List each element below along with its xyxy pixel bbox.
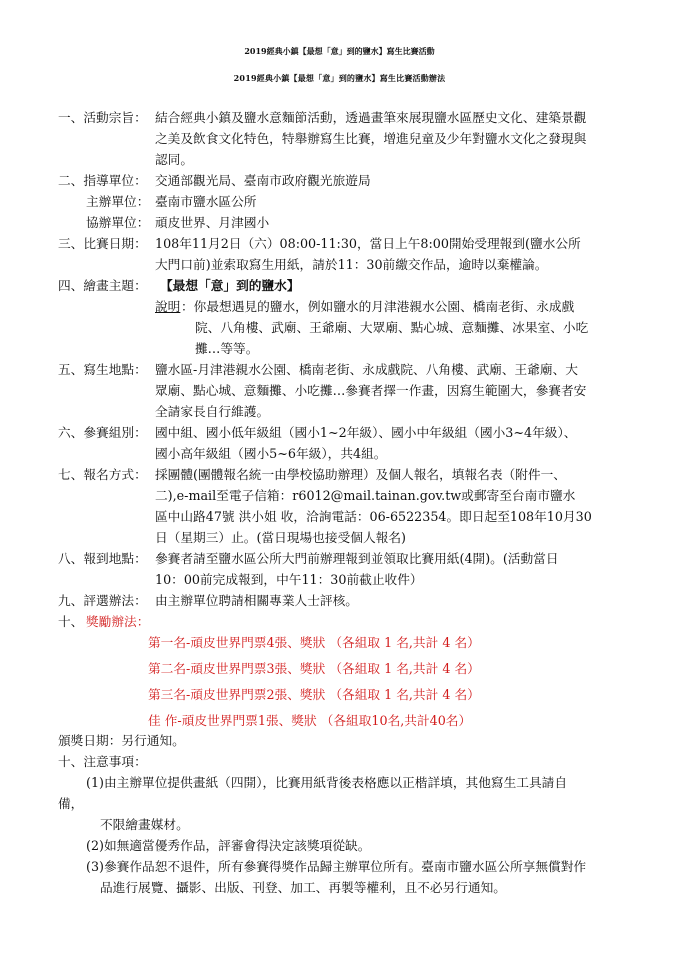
- section-5-line: 鹽水區-月津港親水公園、橋南老街、永成戲院、八角樓、武廟、王爺廟、大: [155, 362, 578, 377]
- note-line: 院、八角樓、武廟、王爺廟、大眾廟、點心城、意麵攤、冰果室、小吃: [195, 320, 589, 335]
- section-6-line: 國中組、國小低年級組（國小1~2年級）、國小中年級組（國小3~4年級）、: [155, 425, 577, 440]
- section-10-prefix: 十、: [58, 614, 84, 629]
- section-7-label: 七、報名方式：: [58, 467, 147, 482]
- section-3-line: 大門口前)並索取寫生用紙，請於11：30前繳交作品，逾時以棄權論。: [155, 257, 548, 272]
- section-8-label: 八、報到地點：: [58, 551, 147, 566]
- section-7-line: 採團體(團體報名統一由學校協助辦理）及個人報名，填報名表（附件一、: [155, 467, 566, 482]
- section-1-line: 之美及飲食文化特色，特舉辦寫生比賽，增進兒童及少年對鹽水文化之發現與: [155, 131, 587, 146]
- section-1-line: 認同。: [155, 152, 194, 167]
- note-item: 備，: [58, 796, 84, 811]
- section-6-line: 國小高年級組（國小5~6年級），共4組。: [155, 446, 387, 461]
- awards-label: 獎勵辦法：: [86, 614, 150, 629]
- section-3-line: 108年11月2日（六）08:00-11:30，當日上午8:00開始受理報到(鹽水公所: [155, 236, 581, 251]
- section-8-line: 參賽者請至鹽水區公所大門前辦理報到並領取比賽用紙(4開)。(活動當日: [155, 551, 559, 566]
- note-line: ：你最想遇見的鹽水，例如鹽水的月津港親水公園、橋南老街、永成戲: [181, 299, 575, 314]
- section-6-label: 六、參賽組別：: [58, 425, 147, 440]
- award-honorable: 佳 作-頑皮世界門票1張、獎狀 （各組取10名,共計40名）: [148, 713, 472, 728]
- section-2-value: 交通部觀光局、臺南市政府觀光旅遊局: [155, 173, 371, 188]
- note-item: 不限繪畫媒材。: [100, 817, 189, 832]
- award-third: 第三名-頑皮世界門票2張、獎狀 （各組取 1 名,共計 4 名）: [148, 687, 480, 702]
- note-item: (2)如無適當優秀作品，評審會得決定該獎項從缺。: [86, 838, 371, 853]
- section-1-label: 一、活動宗旨：: [58, 110, 147, 125]
- section-8-line: 10：00前完成報到，中午11：30前截止收件）: [155, 572, 423, 587]
- award-date-note: 頒獎日期：另行通知。: [58, 733, 185, 748]
- note-label: 說明: [155, 299, 181, 314]
- drawing-theme: 【最想「意」到的鹽水】: [160, 278, 300, 293]
- note-item: (3)參賽作品恕不退件，所有參賽得獎作品歸主辦單位所有。臺南市鹽水區公所享無償對作: [86, 859, 587, 874]
- section-3-label: 三、比賽日期：: [58, 236, 147, 251]
- section-2-label: 二、指導單位：: [58, 173, 147, 188]
- section-4-label: 四、繪畫主題：: [58, 278, 147, 293]
- section-7-line: 日（星期三）止。(當日現場也接受個人報名): [155, 530, 406, 545]
- section-5-line: 眾廟、點心城、意麵攤、小吃攤…參賽者擇一作畫，因寫生範圍大，參賽者安: [155, 383, 587, 398]
- host-unit-value: 臺南市鹽水區公所: [155, 194, 257, 209]
- host-unit-label: 主辦單位：: [86, 194, 150, 209]
- section-5-line: 全請家長自行維護。: [155, 404, 270, 419]
- section-1-line: 結合經典小鎮及鹽水意麵節活動，透過畫筆來展現鹽水區歷史文化、建築景觀: [155, 110, 587, 125]
- section-9-label: 九、評選辦法：: [58, 593, 147, 608]
- award-second: 第二名-頑皮世界門票3張、獎狀 （各組取 1 名,共計 4 名）: [148, 661, 480, 676]
- note-line: 攤…等等。: [195, 341, 259, 356]
- document-title: 2019經典小鎮【最想「意」到的鹽水】寫生比賽活動辦法: [233, 73, 446, 83]
- award-first: 第一名-頑皮世界門票4張、獎狀 （各組取 1 名,共計 4 名）: [148, 635, 480, 650]
- page-header: 2019經典小鎮【最想「意」到的鹽水】寫生比賽活動: [244, 46, 435, 56]
- section-7-line: 二),e-mail至電子信箱：r6012@mail.tainan.gov.tw或郵寄至台南市鹽水: [155, 488, 576, 503]
- section-9-value: 由主辦單位聘請相關專業人士評核。: [155, 593, 358, 608]
- note-item: (1)由主辦單位提供畫紙（四開），比賽用紙背後表格應以正楷詳填，其他寫生工具請自: [86, 775, 568, 790]
- notes-label: 十、注意事項：: [58, 754, 147, 769]
- co-unit-label: 協辦單位：: [86, 215, 150, 230]
- section-5-label: 五、寫生地點：: [58, 362, 147, 377]
- section-7-line: 區中山路47號 洪小姐 收，洽詢電話：06-6522354。即日起至108年10月30: [155, 509, 592, 524]
- note-item: 品進行展覽、攝影、出版、刊登、加工、再製等權利，且不必另行通知。: [100, 880, 506, 895]
- co-unit-value: 頑皮世界、月津國小: [155, 215, 270, 230]
